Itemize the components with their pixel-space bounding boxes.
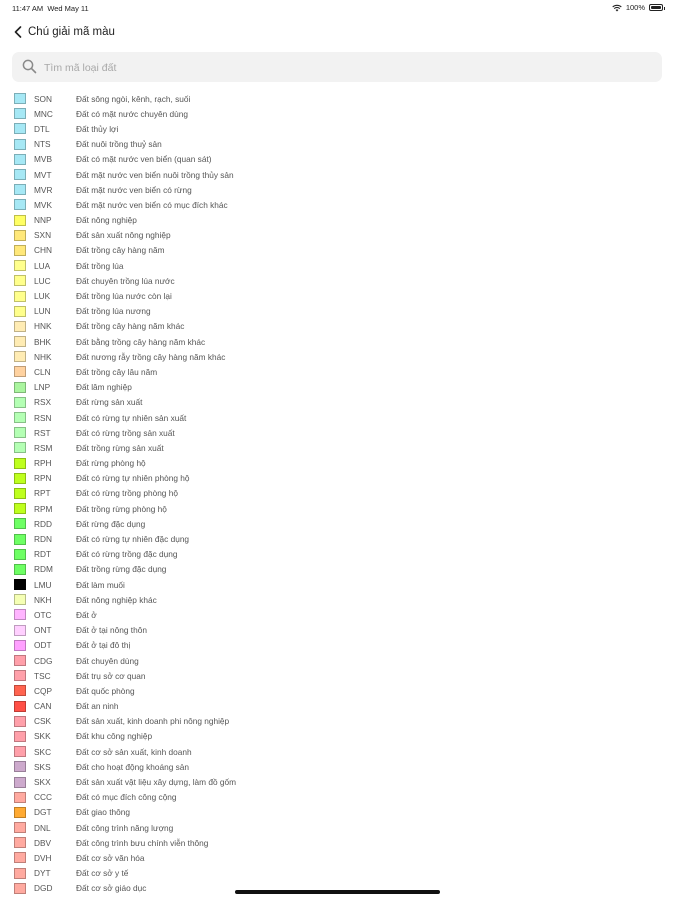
color-swatch — [14, 670, 26, 681]
color-swatch — [14, 473, 26, 484]
color-swatch — [14, 215, 26, 226]
list-item[interactable] — [14, 486, 654, 501]
land-code: DGD — [34, 883, 53, 894]
land-code: SKC — [34, 746, 52, 757]
color-swatch — [14, 731, 26, 742]
list-item[interactable] — [14, 835, 654, 850]
list-item[interactable] — [14, 304, 654, 319]
color-swatch — [14, 93, 26, 104]
land-description: Đất có rừng tự nhiên sản xuất — [76, 412, 187, 423]
land-code: CSK — [34, 716, 52, 727]
list-item[interactable] — [14, 850, 654, 865]
land-description: Đất ở tại đô thị — [76, 640, 131, 651]
land-description: Đất lâm nghiệp — [76, 382, 132, 393]
land-code: RSN — [34, 412, 52, 423]
land-code: CCC — [34, 792, 52, 803]
color-swatch — [14, 594, 26, 605]
color-swatch — [14, 382, 26, 393]
color-swatch — [14, 321, 26, 332]
land-description: Đất có mục đích công cộng — [76, 792, 177, 803]
land-code: DYT — [34, 868, 51, 879]
list-item[interactable] — [14, 228, 654, 243]
land-description: Đất an ninh — [76, 701, 119, 712]
land-code: RDT — [34, 549, 52, 560]
land-code: CLN — [34, 366, 51, 377]
land-description: Đất nương rẫy trồng cây hàng năm khác — [76, 351, 226, 362]
list-item[interactable] — [14, 729, 654, 744]
color-swatch — [14, 397, 26, 408]
color-swatch — [14, 184, 26, 195]
color-swatch — [14, 366, 26, 377]
color-swatch — [14, 139, 26, 150]
land-description: Đất rừng phòng hộ — [76, 458, 146, 469]
land-description: Đất chuyên dùng — [76, 655, 139, 666]
land-description: Đất nông nghiệp — [76, 215, 137, 226]
color-swatch — [14, 883, 26, 894]
land-description: Đất trồng cây lâu năm — [76, 366, 158, 377]
land-description: Đất trồng rừng phòng hộ — [76, 503, 167, 514]
land-code: DGT — [34, 807, 52, 818]
color-swatch — [14, 123, 26, 134]
land-description: Đất có rừng tự nhiên đặc dụng — [76, 534, 190, 545]
color-swatch — [14, 807, 26, 818]
list-item[interactable] — [14, 349, 654, 364]
status-right — [612, 3, 663, 12]
color-swatch — [14, 746, 26, 757]
list-item[interactable] — [14, 456, 654, 471]
list-item[interactable] — [14, 562, 654, 577]
land-description: Đất trụ sở cơ quan — [76, 670, 146, 681]
land-code: RDM — [34, 564, 53, 575]
land-code: TSC — [34, 670, 51, 681]
land-code: MNC — [34, 108, 53, 119]
list-item[interactable] — [14, 258, 654, 273]
color-swatch — [14, 336, 26, 347]
color-swatch — [14, 154, 26, 165]
list-item[interactable] — [14, 744, 654, 759]
land-code: MVB — [34, 154, 52, 165]
land-description: Đất nuôi trồng thuỷ sản — [76, 139, 162, 150]
list-item[interactable] — [14, 577, 654, 592]
land-description: Đất trồng lúa nương — [76, 306, 151, 317]
land-description: Đất cơ sở giáo dục — [76, 883, 147, 894]
color-swatch — [14, 868, 26, 879]
list-item[interactable] — [14, 866, 654, 881]
land-code: SKX — [34, 777, 51, 788]
land-description: Đất có rừng trồng đặc dụng — [76, 549, 178, 560]
color-swatch — [14, 549, 26, 560]
land-description: Đất quốc phòng — [76, 685, 135, 696]
search-input[interactable] — [42, 56, 646, 80]
color-swatch — [14, 291, 26, 302]
list-item[interactable] — [14, 653, 654, 668]
list-item[interactable] — [14, 137, 654, 152]
land-description: Đất cơ sở văn hóa — [76, 852, 145, 863]
land-code: OTC — [34, 609, 52, 620]
list-item[interactable] — [14, 334, 654, 349]
land-description: Đất bằng trồng cây hàng năm khác — [76, 336, 206, 347]
land-code: CQP — [34, 685, 52, 696]
color-swatch — [14, 716, 26, 727]
color-swatch — [14, 275, 26, 286]
list-item[interactable] — [14, 197, 654, 212]
land-description: Đất trồng cây hàng năm — [76, 245, 165, 256]
search-bar[interactable] — [12, 52, 662, 82]
color-swatch — [14, 579, 26, 590]
color-swatch — [14, 351, 26, 362]
land-code: RPN — [34, 473, 52, 484]
legend-list — [14, 91, 654, 896]
land-description: Đất công trình bưu chính viễn thông — [76, 837, 209, 848]
list-item[interactable] — [14, 714, 654, 729]
color-swatch — [14, 306, 26, 317]
land-code: SON — [34, 93, 52, 104]
land-code: LNP — [34, 382, 51, 393]
land-code: RPT — [34, 488, 51, 499]
wifi-icon — [612, 4, 622, 12]
list-item[interactable] — [14, 121, 654, 136]
color-swatch — [14, 564, 26, 575]
list-item[interactable] — [14, 638, 654, 653]
color-swatch — [14, 458, 26, 469]
land-description: Đất trồng rừng đặc dụng — [76, 564, 167, 575]
list-item[interactable] — [14, 106, 654, 121]
list-item[interactable] — [14, 516, 654, 531]
land-description: Đất có rừng trồng sản xuất — [76, 427, 175, 438]
list-item[interactable] — [14, 668, 654, 683]
land-description: Đất mặt nước ven biển có mục đích khác — [76, 199, 228, 210]
list-item[interactable] — [14, 471, 654, 486]
home-indicator[interactable] — [235, 890, 440, 894]
land-code: RSX — [34, 397, 52, 408]
color-swatch — [14, 625, 26, 636]
land-code: LUK — [34, 291, 51, 302]
land-description: Đất có rừng tự nhiên phòng hộ — [76, 473, 190, 484]
list-item[interactable] — [14, 213, 654, 228]
land-description: Đất thủy lợi — [76, 123, 119, 134]
land-description: Đất có rừng trồng phòng hộ — [76, 488, 178, 499]
list-item[interactable] — [14, 699, 654, 714]
land-description: Đất làm muối — [76, 579, 125, 590]
land-code: RDD — [34, 518, 52, 529]
list-item[interactable] — [14, 607, 654, 622]
list-item[interactable] — [14, 683, 654, 698]
land-description: Đất sản xuất, kinh doanh phi nông nghiệp — [76, 716, 230, 727]
color-swatch — [14, 609, 26, 620]
chevron-left-icon — [14, 26, 22, 38]
land-description: Đất cơ sở sản xuất, kinh doanh — [76, 746, 192, 757]
land-description: Đất rừng đặc dụng — [76, 518, 146, 529]
land-code: HNK — [34, 321, 52, 332]
color-swatch — [14, 488, 26, 499]
land-code: MVR — [34, 184, 53, 195]
land-code: CHN — [34, 245, 52, 256]
land-description: Đất ở tại nông thôn — [76, 625, 147, 636]
list-item[interactable] — [14, 364, 654, 379]
color-swatch — [14, 260, 26, 271]
land-description: Đất công trình năng lượng — [76, 822, 174, 833]
back-button[interactable] — [14, 26, 115, 38]
land-code: LUC — [34, 275, 51, 286]
color-swatch — [14, 777, 26, 788]
land-code: RPM — [34, 503, 53, 514]
color-swatch — [14, 792, 26, 803]
list-item[interactable] — [14, 547, 654, 562]
land-description: Đất trồng lúa — [76, 260, 124, 271]
land-description: Đất có mặt nước ven biển (quan sát) — [76, 154, 212, 165]
land-description: Đất ở — [76, 609, 97, 620]
color-swatch — [14, 230, 26, 241]
list-item[interactable] — [14, 592, 654, 607]
list-item[interactable] — [14, 440, 654, 455]
battery-percent: 100% — [625, 3, 645, 12]
land-description: Đất cơ sở y tế — [76, 868, 129, 879]
land-code: LMU — [34, 579, 52, 590]
land-code: NTS — [34, 139, 51, 150]
navigation-bar — [0, 26, 675, 48]
color-swatch — [14, 108, 26, 119]
land-code: SKK — [34, 731, 51, 742]
land-description: Đất sản xuất nông nghiệp — [76, 230, 171, 241]
color-swatch — [14, 518, 26, 529]
list-item[interactable] — [14, 805, 654, 820]
color-swatch — [14, 685, 26, 696]
color-swatch — [14, 427, 26, 438]
list-item[interactable] — [14, 501, 654, 516]
color-swatch — [14, 701, 26, 712]
color-swatch — [14, 442, 26, 453]
list-item[interactable] — [14, 395, 654, 410]
list-item[interactable] — [14, 759, 654, 774]
color-swatch — [14, 852, 26, 863]
color-swatch — [14, 761, 26, 772]
land-code: CDG — [34, 655, 53, 666]
land-description: Đất giao thông — [76, 807, 130, 818]
land-code: BHK — [34, 336, 52, 347]
land-code: SKS — [34, 761, 51, 772]
status-time: 11:47 AM Wed May 11 — [12, 4, 89, 13]
land-code: RST — [34, 427, 51, 438]
color-swatch — [14, 640, 26, 651]
land-code: DNL — [34, 822, 51, 833]
search-icon — [22, 59, 37, 74]
land-description: Đất cho hoạt động khoáng sản — [76, 761, 190, 772]
land-code: DBV — [34, 837, 52, 848]
color-swatch — [14, 245, 26, 256]
color-swatch — [14, 503, 26, 514]
land-code: SXN — [34, 230, 52, 241]
list-item[interactable] — [14, 91, 654, 106]
land-code: CAN — [34, 701, 52, 712]
land-description: Đất có mặt nước chuyên dùng — [76, 108, 188, 119]
land-description: Đất trồng cây hàng năm khác — [76, 321, 185, 332]
land-code: RDN — [34, 534, 52, 545]
land-description: Đất sông ngòi, kênh, rạch, suối — [76, 93, 191, 104]
list-item[interactable] — [14, 288, 654, 303]
list-item[interactable] — [14, 531, 654, 546]
land-description: Đất nông nghiệp khác — [76, 594, 157, 605]
list-item[interactable] — [14, 410, 654, 425]
list-item[interactable] — [14, 380, 654, 395]
list-item[interactable] — [14, 152, 654, 167]
list-item[interactable] — [14, 243, 654, 258]
color-swatch — [14, 199, 26, 210]
battery-icon — [649, 4, 663, 11]
land-description: Đất chuyên trồng lúa nước — [76, 275, 175, 286]
land-code: MVK — [34, 199, 52, 210]
land-code: RSM — [34, 442, 53, 453]
land-description: Đất trồng rừng sản xuất — [76, 442, 164, 453]
color-swatch — [14, 822, 26, 833]
color-swatch — [14, 534, 26, 545]
land-description: Đất rừng sản xuất — [76, 397, 143, 408]
color-swatch — [14, 837, 26, 848]
list-item[interactable] — [14, 790, 654, 805]
land-description: Đất mặt nước ven biển có rừng — [76, 184, 192, 195]
land-description: Đất sản xuất vật liệu xây dựng, làm đồ gốm — [76, 777, 237, 788]
color-swatch — [14, 655, 26, 666]
land-code: DTL — [34, 123, 50, 134]
list-item[interactable] — [14, 425, 654, 440]
land-description: Đất khu công nghiệp — [76, 731, 153, 742]
list-item[interactable] — [14, 623, 654, 638]
land-description: Đất trồng lúa nước còn lại — [76, 291, 172, 302]
land-code: DVH — [34, 852, 52, 863]
color-swatch — [14, 412, 26, 423]
list-item[interactable] — [14, 774, 654, 789]
color-swatch — [14, 169, 26, 180]
land-code: MVT — [34, 169, 52, 180]
land-code: LUA — [34, 260, 51, 271]
land-description: Đất mặt nước ven biển nuôi trồng thủy sản — [76, 169, 234, 180]
list-item[interactable] — [14, 273, 654, 288]
land-code: NHK — [34, 351, 52, 362]
list-item[interactable] — [14, 182, 654, 197]
land-code: LUN — [34, 306, 51, 317]
list-item[interactable] — [14, 319, 654, 334]
land-code: NNP — [34, 215, 52, 226]
status-bar — [0, 0, 675, 16]
land-code: ONT — [34, 625, 52, 636]
page-title: Chú giải mã màu — [28, 26, 115, 38]
land-code: RPH — [34, 458, 52, 469]
land-code: ODT — [34, 640, 52, 651]
land-code: NKH — [34, 594, 52, 605]
list-item[interactable] — [14, 820, 654, 835]
list-item[interactable] — [14, 167, 654, 182]
